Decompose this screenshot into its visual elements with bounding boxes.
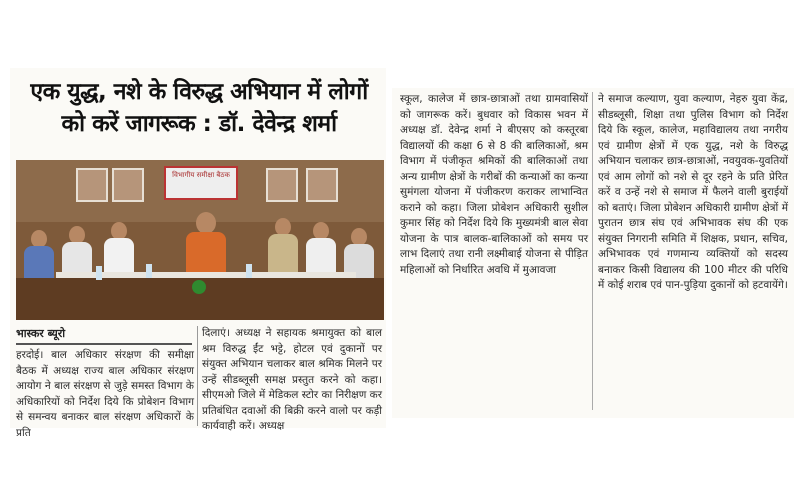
byline-rule xyxy=(16,343,192,345)
photo-banner: विभागीय समीक्षा बैठक xyxy=(164,166,238,200)
meeting-photo xyxy=(16,160,384,320)
right-column-2: ने समाज कल्याण, युवा कल्याण, नेहरु युवा केंद्र, सीडब्लूसी, शिक्षा तथा पुलिस विभाग को निर्देश दिये कि स्कूल, कालेज, महाविद्यालय तथा नगरीय एवं ग्रामीण क्षेत्रों में एक युद्ध, नशे के विरुद्ध अभियान चलाकर छात्र-छात्राओं, नवयुवक-युवतियों एवं आम लोगों को नशे से दूर रहने के प्रति प्रेरित करें व उन्हें नशे से समाज में फैलने वाली बुराईयों को बताएं। जिला प्रोबेशन अधिकारी ग्रामीण क्षेत्रों में पुरातन छात्र संघ एवं अभिभावक संघ की एक संयुक्त निगरानी समिति में शिक्षक, प्रधान, सचिव, अभिभावक एवं गणमान्य व्यक्तियों को सदस्य बनाकर किसी विद्यालय की 100 मीटर की परिधि में कोई शराब एवं पान-पुड़िया दुकानों को हटवायेंगे। xyxy=(598,93,788,291)
article-clipping-left xyxy=(10,68,386,439)
article-clipping-right xyxy=(392,88,794,418)
left-column-1: हरदोई। बाल अधिकार संरक्षण की समीक्षा बैठक में अध्यक्ष राज्य बाल अधिकार संरक्षण आयोग ने बाल संरक्षण से जुड़े समस्त विभाग के अधिकारियों को निर्देश दिये कि प्रोबेशन विभाग से समन्वय बनाकर बाल संरक्षण अधिकारों के प्रति xyxy=(16,349,194,439)
right-column-1: स्कूल, कालेज में छात्र-छात्राओं तथा ग्रामवासियों को जागरूक करें। बुधवार को विकास भवन में अध्यक्ष डॉ. देवेन्द्र शर्मा ने बीएसए को कस्तूरबा विद्यालयों की कक्षा 6 से 8 की बालिकाओं, श्रम विभाग में पंजीकृत श्रमिकों की बालिकाओं तथा अन्य ग्रामीण क्षेत्रों के गरीबों की कन्याओं का कन्या सुमंगला योजना में पंजीकरण कराकर लाभान्वित कराने को कहा। जिला प्रोबेशन अधिकारी सुशील कुमार सिंह को निर्देश दिये कि मुख्यमंत्री बाल सेवा योजना के पात्र बालक-बालिकाओं को समय पर लाभ दिलाएं तथा रानी लक्ष्मीबाई योजना से पीड़ित महिलाओं को निर्धारित अवधि में मुआवजा xyxy=(400,93,588,276)
column-divider xyxy=(592,92,593,410)
byline: भास्कर ब्यूरो xyxy=(16,327,66,340)
column-divider xyxy=(197,326,198,426)
headline: एक युद्ध, नशे के विरुद्ध अभियान में लोगों को करें जागरूक : डॉ. देवेन्द्र शर्मा xyxy=(30,79,368,137)
left-column-2: दिलाएं। अध्यक्ष ने सहायक श्रमायुक्त को बाल श्रम विरुद्ध ईंट भट्टे, होटल एवं दुकानों पर संयुक्त अभियान चलाकर बाल श्रमिक मिलने पर उन्हें सीडब्लूसी समक्ष प्रस्तुत करने को कहा। सीएमओ जिले में मेडिकल स्टोर का निरीक्षण कर प्रतिबंधित दवाओं की बिक्री करने वालो पर कड़ी कार्यवाही करें। अध्यक्ष xyxy=(202,327,382,432)
